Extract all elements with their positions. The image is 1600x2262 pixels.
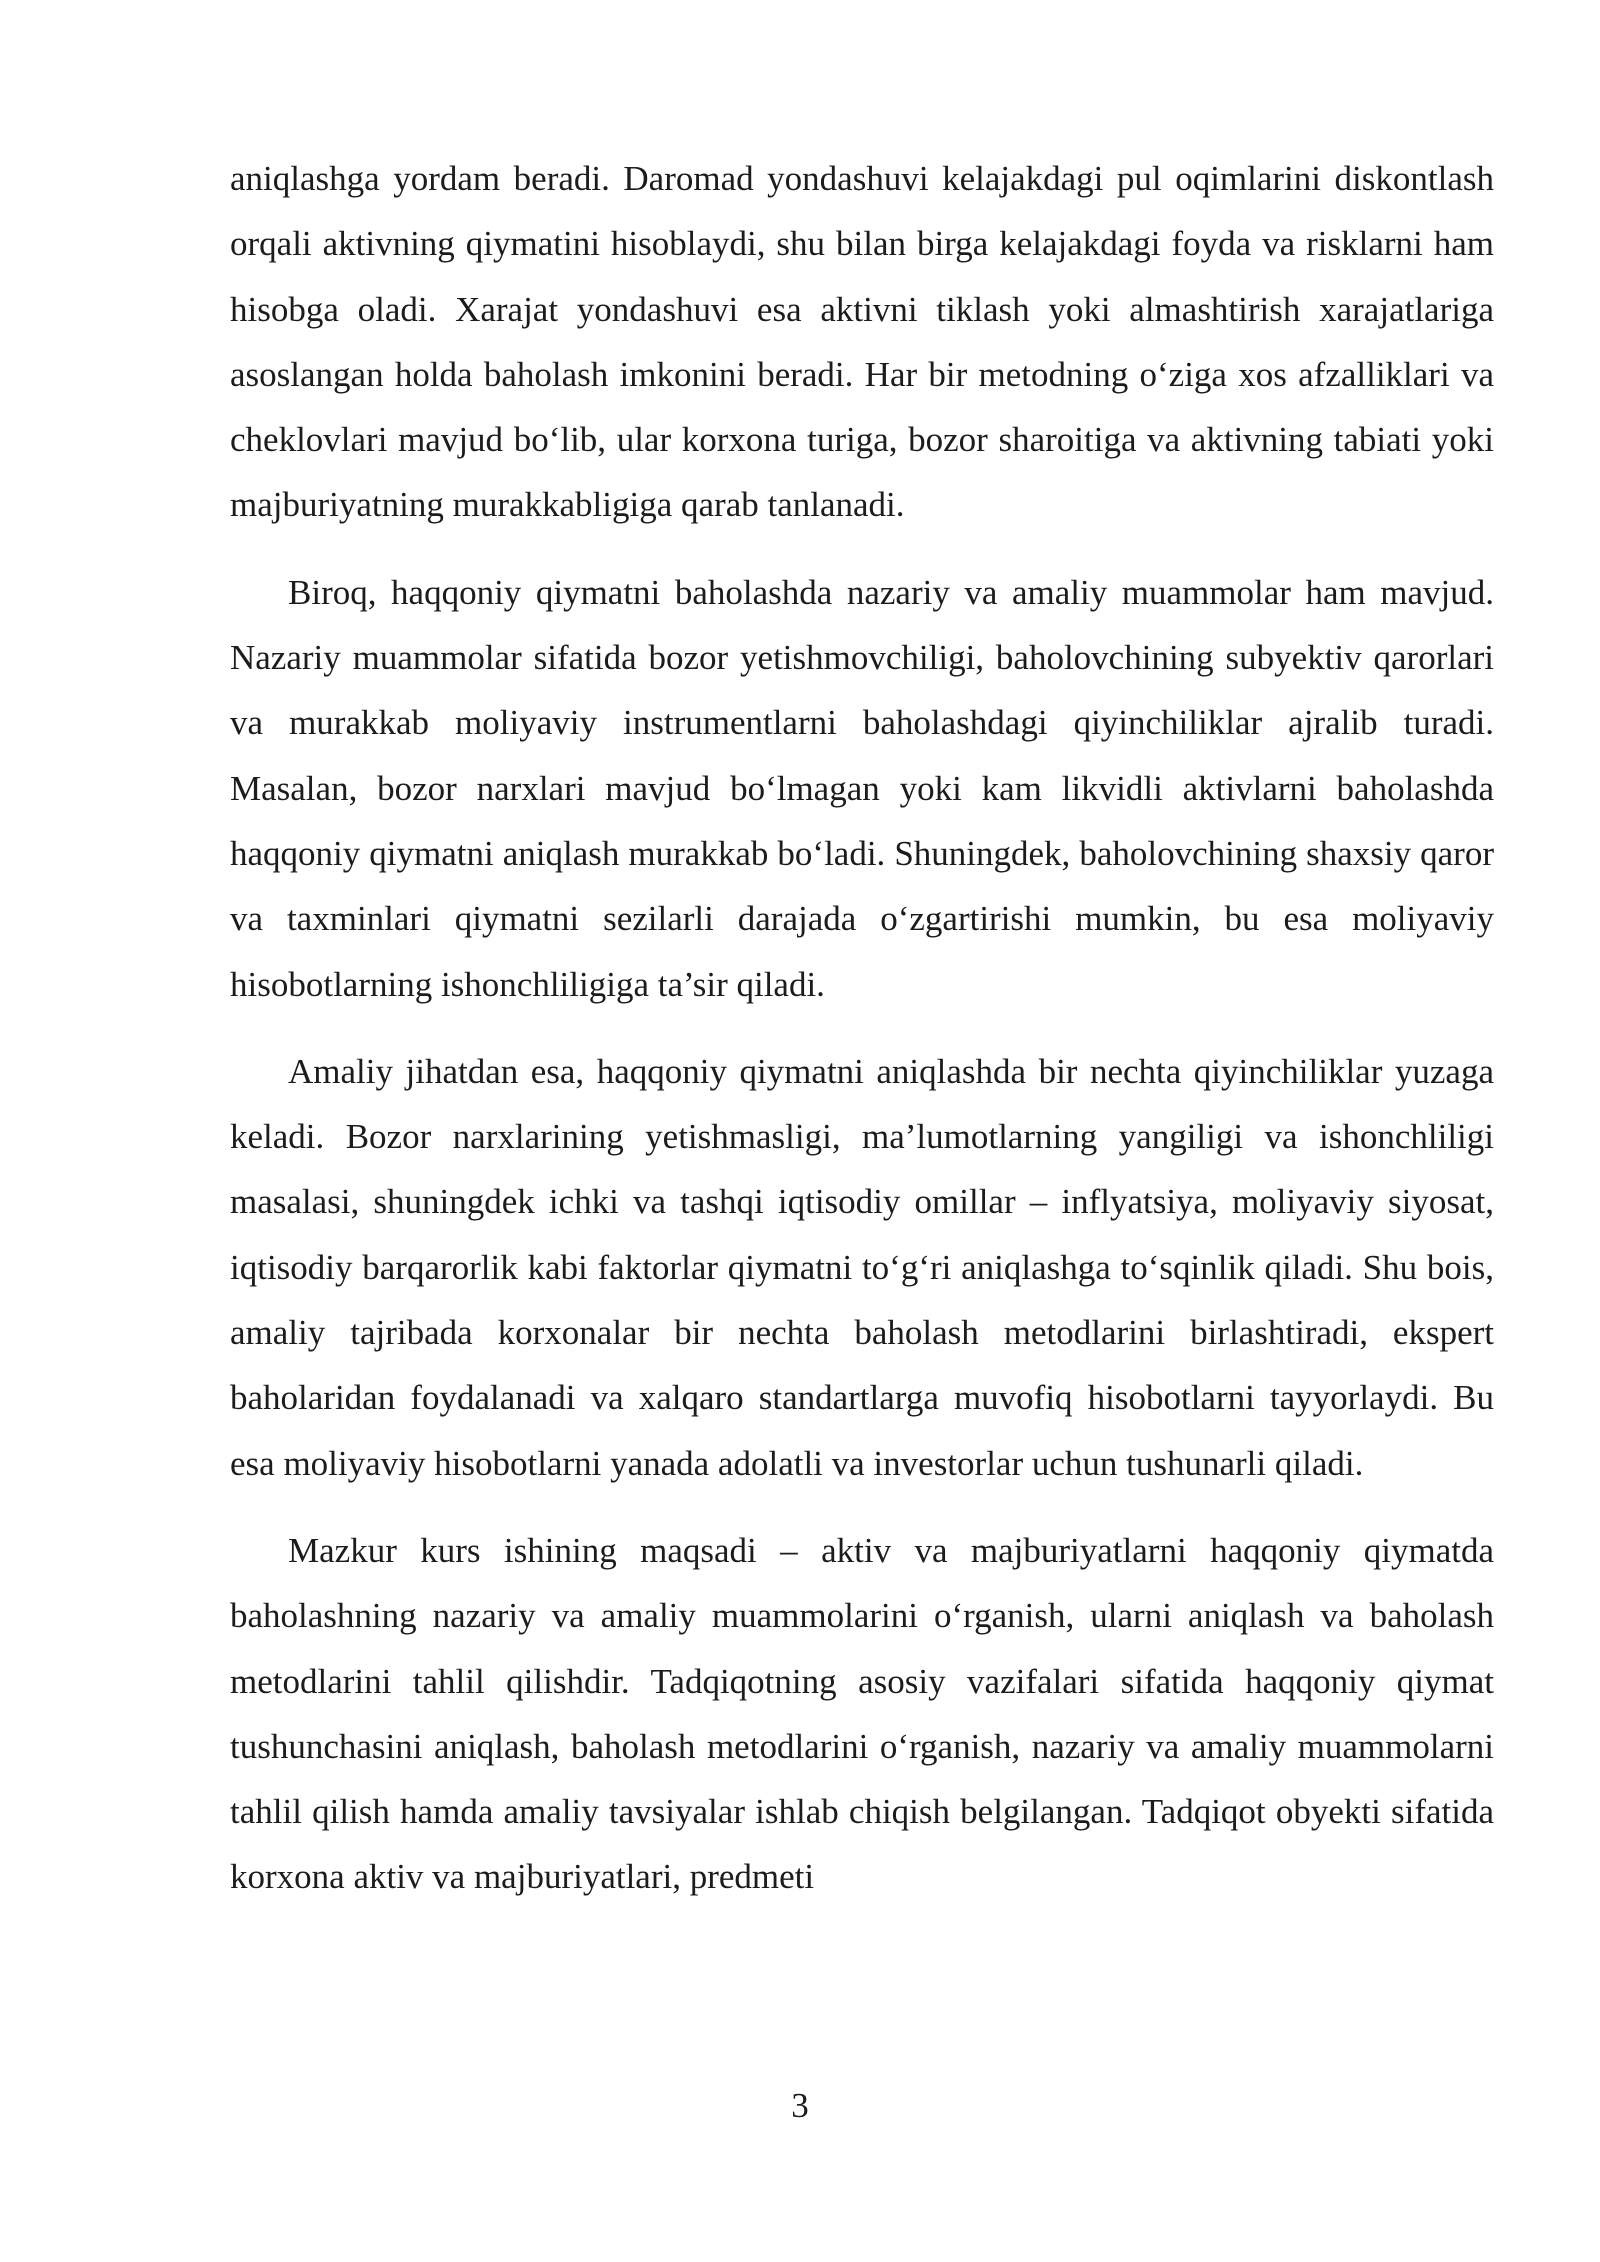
paragraph-1: aniqlashga yordam beradi. Daromad yondashuvi kelajakdagi pul oqimlarini diskontlash orqali aktivning qiymatini hisoblaydi, shu bilan birga kelajakdagi foyda va risklarni ham hisobga oladi. Xarajat yondashuvi esa aktivni tiklash yoki almashtirish xarajatlariga asoslangan holda baholash imkonini beradi. Har bir metodning o‘ziga xos afzalliklari va cheklovlari mavjud bo‘lib, ular korxona turiga, bozor sharoitiga va aktivning tabiati yoki majburiyatning murakkabligiga qarab tanlanadi. <box>230 159 1494 525</box>
paragraph-4: Mazkur kurs ishining maqsadi – aktiv va majburiyatlarni haqqoniy qiymatda baholashning nazariy va amaliy muammolarini o‘rganish, ularni aniqlash va baholash metodlarini tahlil qilishdir. Tadqiqotning asosiy vazifalari sifatida haqqoniy qiymat tushunchasini aniqlash, baholash metodlarini o‘rganish, nazariy va amaliy muammolarni tahlil qilish hamda amaliy tavsiyalar ishlab chiqish belgilangan. Tadqiqot obyekti sifatida korxona aktiv va majburiyatlari, predmeti <box>230 1530 1494 1897</box>
paragraph-3: Amaliy jihatdan esa, haqqoniy qiymatni aniqlashda bir nechta qiyinchiliklar yuzaga keladi. Bozor narxlarining yetishmasligi, ma’lumotlarning yangiligi va ishonchliligi masalasi, shuningdek ichki va tashqi iqtisodiy omillar – inflyatsiya, moliyaviy siyosat, iqtisodiy barqarorlik kabi faktorlar qiymatni to‘g‘ri aniqlashga to‘sqinlik qiladi. Shu bois, amaliy tajribada korxonalar bir nechta baholash metodlarini birlashtiradi, ekspert baholaridan foydalanadi va xalqaro standartlarga muvofiq hisobotlarni tayyorlaydi. Bu esa moliyaviy hisobotlarni yanada adolatli va investorlar uchun tushunarli qiladi. <box>230 1051 1494 1483</box>
paragraph-2: Biroq, haqqoniy qiymatni baholashda nazariy va amaliy muammolar ham mavjud. Nazariy muammolar sifatida bozor yetishmovchiligi, baholovchining subyektiv qarorlari va murakkab moliyaviy instrumentlarni baholashdagi qiyinchiliklar ajralib turadi. Masalan, bozor narxlari mavjud bo‘lmagan yoki kam likvidli aktivlarni baholashda haqqoniy qiymatni aniqlash murakkab bo‘ladi. Shuningdek, baholovchining shaxsiy qaror va taxminlari qiymatni sezilarli darajada o‘zgartirishi mumkin, bu esa moliyaviy hisobotlarning ishonchliligiga ta’sir qiladi. <box>230 572 1494 1004</box>
page-number: 3 <box>791 2086 809 2125</box>
document-body <box>230 146 1494 1932</box>
